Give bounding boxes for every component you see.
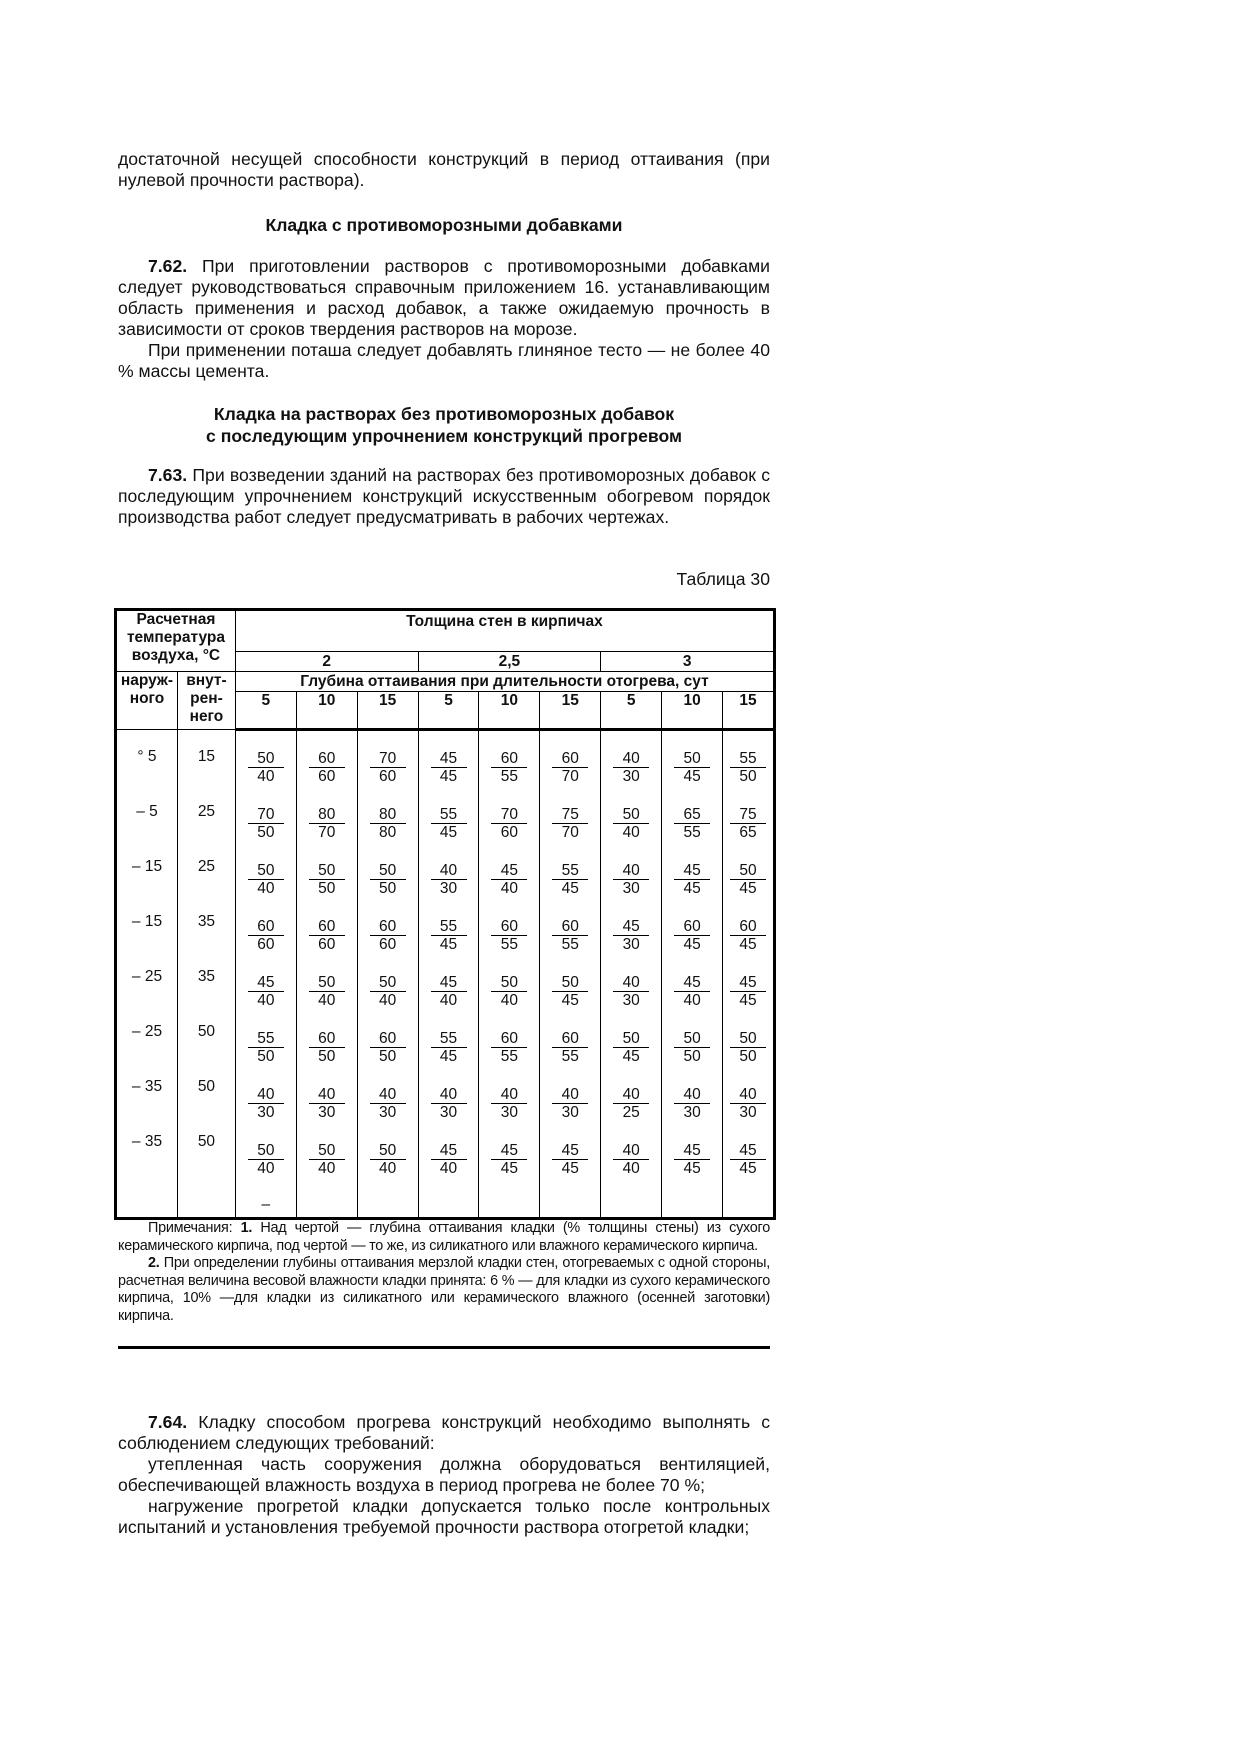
depth-silicate-value: 30 — [622, 768, 640, 785]
depth-ceramic-value: 55 — [248, 1030, 284, 1048]
depth-silicate-value: 45 — [561, 992, 579, 1009]
depth-ceramic-value: 40 — [613, 1086, 649, 1104]
note-text: При определении глубины оттаивания мерзлой кладки стен, отогреваемых с одной стороны, расчетная величина весовой влажности кладки принята: 6 % — для кладки из сухого керамического кирпича, 10% —для кладки из силикатного или керамического влажного (осенней заготовки) кирпича. — [118, 1255, 770, 1324]
day-header: 15 — [723, 692, 775, 730]
depth-fraction-cell — [601, 973, 661, 1029]
value-column — [418, 730, 479, 1219]
depth-silicate-value: 45 — [683, 880, 701, 897]
day-header: 5 — [418, 692, 479, 730]
depth-ceramic-value: 50 — [248, 750, 284, 768]
depth-ceramic-value: 40 — [613, 750, 649, 768]
depth-silicate-value: 40 — [439, 1160, 458, 1177]
inner-temp-cell: 35 — [197, 913, 216, 930]
table-notes — [118, 1220, 770, 1325]
depth-silicate-value: 60 — [318, 768, 336, 785]
depth-silicate-value: 40 — [379, 1160, 397, 1177]
inner-temp-cell: 50 — [197, 1133, 216, 1150]
depth-ceramic-value: 60 — [248, 918, 284, 936]
depth-silicate-value: 45 — [500, 1160, 519, 1177]
depth-fraction-cell — [662, 1085, 722, 1141]
header-row-1 — [116, 610, 775, 652]
depth-fraction-cell — [419, 1029, 479, 1085]
depth-fraction-cell — [601, 749, 661, 805]
outer-temp-header: наруж- ного — [116, 672, 178, 730]
day-header: 15 — [357, 692, 418, 730]
depth-silicate-value: 40 — [318, 1160, 336, 1177]
day-header: 15 — [540, 692, 601, 730]
depth-ceramic-value: 55 — [431, 806, 467, 824]
depth-fraction-cell — [723, 861, 773, 917]
depth-silicate-value: 60 — [379, 768, 397, 785]
depth-silicate-value: 30 — [439, 1104, 458, 1121]
depth-silicate-value: 30 — [739, 1104, 757, 1121]
depth-fraction-cell — [540, 861, 600, 917]
depth-silicate-value: 50 — [257, 1048, 275, 1065]
depth-fraction-cell — [601, 1141, 661, 1197]
depth-silicate-value: 50 — [739, 768, 757, 785]
notes-label: Примечания: — [148, 1220, 241, 1236]
depth-fraction-cell — [723, 749, 773, 805]
depth-fraction-cell — [540, 973, 600, 1029]
depth-ceramic-value: 50 — [370, 974, 406, 992]
calc-temp-header: Расчетная температура воздуха, °С — [116, 610, 236, 672]
depth-fraction-cell — [419, 861, 479, 917]
depth-fraction-cell — [297, 1029, 357, 1085]
day-header: 10 — [296, 692, 357, 730]
outer-temp-cell: – 35 — [131, 1078, 163, 1095]
depth-silicate-value: 65 — [739, 824, 757, 841]
wall-thickness-header: Толщина стен в кирпичах — [235, 610, 774, 652]
depth-silicate-value: 25 — [622, 1104, 640, 1121]
depth-silicate-value: 45 — [622, 1048, 640, 1065]
depth-fraction-cell — [601, 1029, 661, 1085]
depth-silicate-value: 70 — [561, 824, 579, 841]
note-text: Над чертой — глубина оттаивания кладки (% толщины стены) из сухого керамического кирпича, под чертой — то же, из силикатного или влажного керамического кирпича. — [118, 1220, 770, 1254]
depth-fraction-cell — [723, 805, 773, 861]
depth-silicate-value: 30 — [257, 1104, 275, 1121]
depth-ceramic-value: 50 — [491, 974, 527, 992]
outer-temp-cell: ° 5 — [137, 748, 157, 765]
depth-fraction-cell — [236, 805, 296, 861]
depth-silicate-value: 50 — [318, 1048, 336, 1065]
outer-temp-cell: – 25 — [131, 1023, 163, 1040]
depth-fraction-cell — [479, 973, 539, 1029]
outer-temp-cell: – 15 — [131, 858, 163, 875]
depth-ceramic-value: 60 — [309, 918, 345, 936]
depth-silicate-value: 45 — [683, 936, 701, 953]
depth-ceramic-value: 40 — [613, 974, 649, 992]
depth-silicate-value: 55 — [561, 936, 579, 953]
depth-silicate-value: 45 — [739, 936, 757, 953]
paragraph-number: 7.62. — [148, 256, 188, 276]
depth-header: Глубина оттаивания при длительности отогрева, сут — [235, 672, 774, 692]
depth-ceramic-value: 40 — [613, 862, 649, 880]
depth-ceramic-value: 40 — [730, 1086, 766, 1104]
value-column — [601, 730, 662, 1219]
depth-silicate-value: 40 — [257, 768, 275, 785]
depth-silicate-value: 45 — [561, 1160, 579, 1177]
depth-silicate-value: 80 — [379, 824, 397, 841]
depth-ceramic-value: 40 — [674, 1086, 710, 1104]
depth-ceramic-value: 60 — [552, 1030, 588, 1048]
paragraph-number: 7.64. — [148, 1412, 188, 1432]
depth-fraction-cell — [297, 973, 357, 1029]
depth-ceramic-value: 50 — [370, 862, 406, 880]
depth-fraction-cell — [601, 805, 661, 861]
depth-ceramic-value: 60 — [370, 918, 406, 936]
depth-fraction-cell — [419, 1141, 479, 1197]
depth-fraction-cell — [723, 973, 773, 1029]
depth-ceramic-value: 50 — [674, 1030, 710, 1048]
day-header: 5 — [235, 692, 296, 730]
inner-temp-cell: 50 — [197, 1078, 216, 1095]
depth-silicate-value: 45 — [739, 1160, 757, 1177]
paragraph-7-63 — [118, 465, 770, 528]
depth-ceramic-value: 60 — [491, 918, 527, 936]
inner-temp-cell: 25 — [197, 858, 216, 875]
note-2 — [118, 1255, 770, 1325]
inner-temp-header: внут- рен- него — [177, 672, 235, 730]
depth-silicate-value: 40 — [500, 992, 519, 1009]
section-heating — [118, 403, 770, 447]
depth-fraction-cell — [540, 917, 600, 973]
depth-silicate-value: 30 — [622, 880, 640, 897]
depth-silicate-value: 40 — [683, 992, 701, 1009]
table-caption: Таблица 30 — [676, 569, 770, 589]
paragraph-text: Кладку способом прогрева конструкций необходимо выполнять с соблюдением следующих требований: — [118, 1412, 770, 1453]
depth-fraction-cell — [601, 861, 661, 917]
depth-ceramic-value: 45 — [491, 1142, 527, 1160]
depth-fraction-cell — [236, 1085, 296, 1141]
inner-temp-cell: 25 — [197, 803, 216, 820]
depth-silicate-value: 45 — [561, 880, 579, 897]
depth-ceramic-value: 50 — [674, 750, 710, 768]
depth-fraction-cell — [419, 917, 479, 973]
thickness-2: 2 — [235, 652, 418, 672]
depth-fraction-cell — [236, 861, 296, 917]
inner-temp-column — [177, 730, 235, 1219]
paragraph-loading: нагружение прогретой кладки допускается только после контрольных испытаний и установления требуемой прочности раствора отогретой кладки; — [118, 1496, 770, 1537]
depth-ceramic-value: 60 — [491, 1030, 527, 1048]
day-header: 10 — [662, 692, 723, 730]
depth-silicate-value: 30 — [561, 1104, 579, 1121]
depth-silicate-value: 40 — [622, 1160, 640, 1177]
depth-fraction-cell — [297, 805, 357, 861]
depth-ceramic-value: 50 — [370, 1142, 406, 1160]
depth-fraction-cell — [358, 1085, 418, 1141]
depth-ceramic-value: 60 — [552, 750, 588, 768]
depth-silicate-value: 60 — [500, 824, 519, 841]
value-column — [357, 730, 418, 1219]
paragraph-7-64 — [118, 1412, 770, 1454]
depth-ceramic-value: 45 — [674, 1142, 710, 1160]
depth-silicate-value: 50 — [739, 1048, 757, 1065]
depth-ceramic-value: 40 — [491, 1086, 527, 1104]
depth-ceramic-value: 40 — [613, 1142, 649, 1160]
depth-fraction-cell — [540, 1141, 600, 1197]
inner-temp-cell: 35 — [197, 968, 216, 985]
depth-ceramic-value: 60 — [491, 750, 527, 768]
outer-temp-column — [116, 730, 178, 1219]
outer-temp-cell: – 35 — [131, 1133, 163, 1150]
depth-fraction-cell — [358, 917, 418, 973]
depth-fraction-cell — [297, 861, 357, 917]
depth-silicate-value: 40 — [439, 992, 458, 1009]
depth-ceramic-value: 50 — [730, 862, 766, 880]
depth-ceramic-value: 45 — [431, 750, 467, 768]
depth-fraction-cell — [479, 805, 539, 861]
depth-fraction-cell — [662, 917, 722, 973]
depth-silicate-value: 55 — [500, 936, 519, 953]
header-row-3 — [116, 672, 775, 692]
depth-ceramic-value: 50 — [248, 1142, 284, 1160]
section-antifreeze-body — [118, 256, 770, 382]
depth-ceramic-value: 55 — [431, 918, 467, 936]
intro-paragraph: достаточной несущей способности конструкций в период оттаивания (при нулевой прочности раствора). — [118, 149, 770, 190]
depth-ceramic-value: 50 — [309, 1142, 345, 1160]
thickness-3: 3 — [601, 652, 775, 672]
note-number: 2. — [148, 1255, 160, 1271]
depth-fraction-cell — [419, 749, 479, 805]
depth-ceramic-value: 40 — [431, 1086, 467, 1104]
depth-ceramic-value: 60 — [309, 1030, 345, 1048]
outer-temp-cell: – 25 — [131, 968, 163, 985]
depth-fraction-cell — [297, 1141, 357, 1197]
depth-fraction-cell — [540, 749, 600, 805]
depth-ceramic-value: 45 — [248, 974, 284, 992]
outer-temp-cell: – 15 — [131, 913, 163, 930]
section-heading-heating-line2: с последующим упрочнением конструкций прогревом — [206, 426, 682, 446]
paragraph-ventilation: утепленная часть сооружения должна оборудоваться вентиляцией, обеспечивающей влажность воздуха в период прогрева не более 70 %; — [118, 1454, 770, 1495]
depth-fraction-cell — [297, 917, 357, 973]
depth-silicate-value: 40 — [500, 880, 519, 897]
value-column — [540, 730, 601, 1219]
depth-ceramic-value: 45 — [552, 1142, 588, 1160]
depth-fraction-cell — [358, 973, 418, 1029]
value-column — [479, 730, 540, 1219]
section-heating-requirements — [118, 1412, 770, 1538]
depth-fraction-cell — [662, 749, 722, 805]
depth-fraction-cell — [662, 861, 722, 917]
depth-ceramic-value: 55 — [552, 862, 588, 880]
depth-fraction-cell — [723, 1141, 773, 1197]
paragraph-potash: При применении поташа следует добавлять глиняное тесто — не более 40 % массы цемента. — [118, 340, 770, 381]
depth-silicate-value: 30 — [500, 1104, 519, 1121]
depth-ceramic-value: 45 — [730, 1142, 766, 1160]
depth-fraction-cell — [297, 749, 357, 805]
depth-ceramic-value: 70 — [248, 806, 284, 824]
trailing-mark: – — [261, 1196, 271, 1213]
depth-silicate-value: 55 — [683, 824, 701, 841]
depth-ceramic-value: 75 — [552, 806, 588, 824]
depth-ceramic-value: 40 — [309, 1086, 345, 1104]
value-column — [296, 730, 357, 1219]
depth-fraction-cell — [479, 861, 539, 917]
depth-ceramic-value: 50 — [309, 862, 345, 880]
depth-ceramic-value: 45 — [431, 1142, 467, 1160]
paragraph-text: При приготовлении растворов с противоморозными добавками следует руководствоваться справочным приложением 16. устанавливающим область применения и расход добавок, а также ожидаемую прочность в зависимости от сроков твердения растворов на морозе. — [118, 256, 770, 339]
depth-silicate-value: 45 — [439, 1048, 458, 1065]
depth-ceramic-value: 70 — [370, 750, 406, 768]
depth-fraction-cell — [723, 1085, 773, 1141]
depth-silicate-value: 40 — [257, 992, 275, 1009]
depth-fraction-cell — [723, 1029, 773, 1085]
depth-ceramic-value: 55 — [431, 1030, 467, 1048]
depth-silicate-value: 40 — [379, 992, 397, 1009]
depth-fraction-cell — [723, 917, 773, 973]
intro-block — [118, 149, 770, 191]
inner-temp-cell: 50 — [197, 1023, 216, 1040]
depth-ceramic-value: 40 — [431, 862, 467, 880]
paragraph-7-62 — [118, 256, 770, 340]
depth-silicate-value: 40 — [257, 1160, 275, 1177]
depth-silicate-value: 60 — [257, 936, 275, 953]
depth-silicate-value: 45 — [439, 824, 458, 841]
depth-fraction-cell — [236, 749, 296, 805]
depth-fraction-cell — [479, 1029, 539, 1085]
depth-silicate-value: 70 — [318, 824, 336, 841]
depth-fraction-cell — [479, 917, 539, 973]
depth-fraction-cell — [419, 805, 479, 861]
depth-silicate-value: 50 — [257, 824, 275, 841]
depth-silicate-value: 40 — [257, 880, 275, 897]
depth-ceramic-value: 50 — [309, 974, 345, 992]
depth-ceramic-value: 60 — [552, 918, 588, 936]
day-header: 5 — [601, 692, 662, 730]
depth-fraction-cell — [358, 1029, 418, 1085]
table-body-row — [116, 730, 775, 1219]
depth-ceramic-value: 40 — [248, 1086, 284, 1104]
depth-ceramic-value: 80 — [370, 806, 406, 824]
depth-ceramic-value: 60 — [309, 750, 345, 768]
depth-fraction-cell — [236, 973, 296, 1029]
depth-fraction-cell — [662, 1029, 722, 1085]
depth-fraction-cell — [236, 1029, 296, 1085]
depth-silicate-value: 40 — [622, 824, 640, 841]
depth-ceramic-value: 50 — [248, 862, 284, 880]
paragraph-number: 7.63. — [148, 465, 188, 485]
depth-silicate-value: 60 — [318, 936, 336, 953]
note-1 — [118, 1220, 770, 1255]
section-heading-antifreeze: Кладка с противоморозными добавками — [265, 215, 623, 235]
depth-silicate-value: 30 — [379, 1104, 397, 1121]
depth-silicate-value: 55 — [500, 768, 519, 785]
depth-ceramic-value: 65 — [674, 806, 710, 824]
depth-fraction-cell — [479, 1085, 539, 1141]
value-column — [662, 730, 723, 1219]
depth-silicate-value: 50 — [379, 1048, 397, 1065]
depth-fraction-cell — [419, 1085, 479, 1141]
depth-fraction-cell — [540, 1029, 600, 1085]
depth-ceramic-value: 50 — [613, 1030, 649, 1048]
depth-silicate-value: 30 — [683, 1104, 701, 1121]
depth-silicate-value: 60 — [379, 936, 397, 953]
depth-silicate-value: 30 — [622, 936, 640, 953]
depth-silicate-value: 50 — [683, 1048, 701, 1065]
depth-ceramic-value: 45 — [674, 974, 710, 992]
depth-silicate-value: 45 — [739, 992, 757, 1009]
depth-ceramic-value: 60 — [370, 1030, 406, 1048]
depth-fraction-cell — [662, 805, 722, 861]
depth-fraction-cell — [662, 973, 722, 1029]
section-heading-heating-line1: Кладка на растворах без противоморозных добавок — [213, 404, 675, 424]
thickness-2-5: 2,5 — [418, 652, 601, 672]
depth-ceramic-value: 75 — [730, 806, 766, 824]
depth-ceramic-value: 60 — [674, 918, 710, 936]
depth-fraction-cell — [419, 973, 479, 1029]
depth-fraction-cell — [358, 805, 418, 861]
depth-fraction-cell — [358, 861, 418, 917]
depth-fraction-cell — [601, 1085, 661, 1141]
depth-fraction-cell — [236, 917, 296, 973]
depth-fraction-cell — [479, 1141, 539, 1197]
depth-ceramic-value: 45 — [431, 974, 467, 992]
depth-fraction-cell — [601, 917, 661, 973]
notes-divider — [118, 1346, 770, 1349]
depth-silicate-value: 50 — [379, 880, 397, 897]
depth-ceramic-value: 45 — [674, 862, 710, 880]
depth-ceramic-value: 40 — [552, 1086, 588, 1104]
depth-fraction-cell — [540, 805, 600, 861]
depth-ceramic-value: 50 — [552, 974, 588, 992]
depth-ceramic-value: 80 — [309, 806, 345, 824]
depth-silicate-value: 30 — [318, 1104, 336, 1121]
depth-fraction-cell — [358, 749, 418, 805]
depth-ceramic-value: 45 — [613, 918, 649, 936]
depth-ceramic-value: 70 — [491, 806, 527, 824]
depth-silicate-value: 70 — [561, 768, 579, 785]
depth-silicate-value: 30 — [622, 992, 640, 1009]
depth-ceramic-value: 45 — [491, 862, 527, 880]
depth-ceramic-value: 40 — [370, 1086, 406, 1104]
depth-fraction-cell — [297, 1085, 357, 1141]
paragraph-text: При возведении зданий на растворах без противоморозных добавок с последующим упрочнением конструкций искусственным обогревом порядок производства работ следует предусматривать в рабочих чертежах. — [118, 465, 770, 527]
note-number: 1. — [240, 1220, 253, 1236]
depth-silicate-value: 45 — [683, 1160, 701, 1177]
day-header: 10 — [479, 692, 540, 730]
inner-temp-cell: 15 — [197, 748, 216, 765]
depth-silicate-value: 45 — [683, 768, 701, 785]
depth-silicate-value: 30 — [439, 880, 458, 897]
value-column — [235, 730, 296, 1219]
depth-ceramic-value: 55 — [730, 750, 766, 768]
depth-fraction-cell — [540, 1085, 600, 1141]
depth-silicate-value: 50 — [318, 880, 336, 897]
depth-ceramic-value: 50 — [613, 806, 649, 824]
depth-ceramic-value: 45 — [730, 974, 766, 992]
table-30 — [114, 608, 776, 1220]
depth-fraction-cell — [662, 1141, 722, 1197]
depth-silicate-value: 40 — [318, 992, 336, 1009]
depth-fraction-cell — [479, 749, 539, 805]
depth-silicate-value: 55 — [500, 1048, 519, 1065]
depth-silicate-value: 55 — [561, 1048, 579, 1065]
value-column — [723, 730, 775, 1219]
depth-silicate-value: 45 — [439, 768, 458, 785]
outer-temp-cell: – 5 — [136, 803, 158, 820]
depth-silicate-value: 45 — [439, 936, 458, 953]
depth-silicate-value: 45 — [739, 880, 757, 897]
section-heating-body — [118, 465, 770, 528]
depth-ceramic-value: 50 — [730, 1030, 766, 1048]
depth-fraction-cell — [236, 1141, 296, 1197]
depth-ceramic-value: 60 — [730, 918, 766, 936]
depth-fraction-cell — [358, 1141, 418, 1197]
section-antifreeze — [118, 214, 770, 236]
